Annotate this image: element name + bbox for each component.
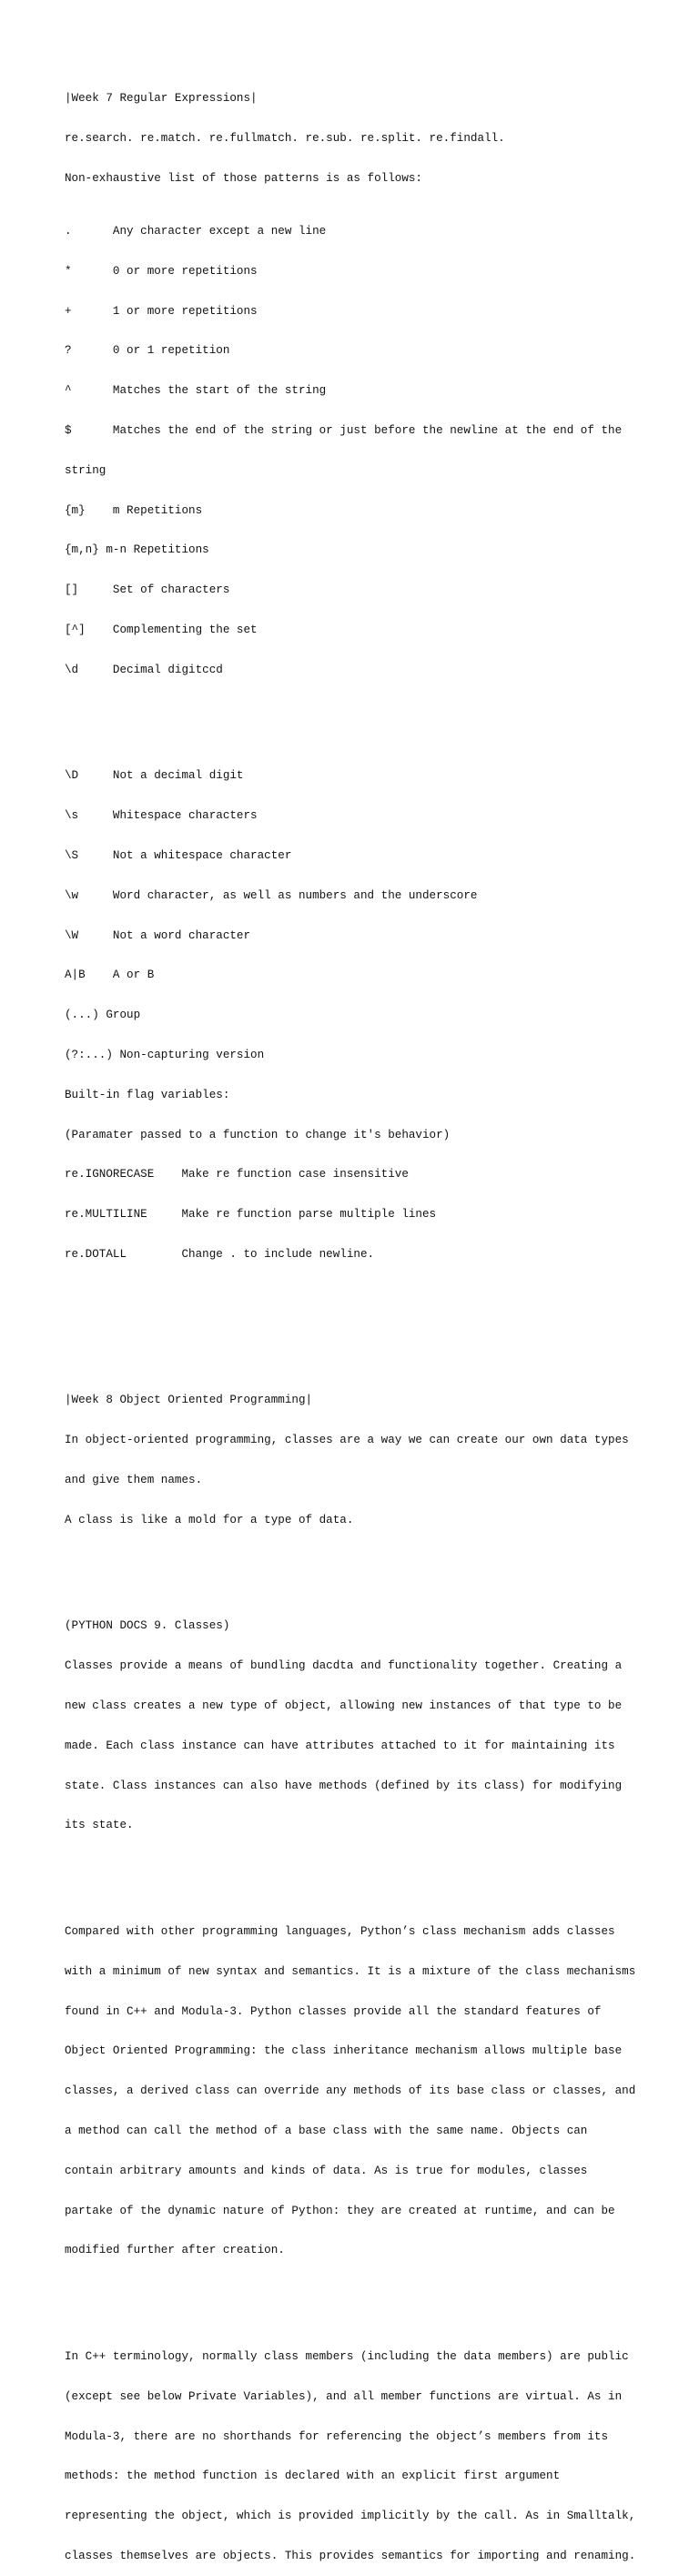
blank-line bbox=[65, 1567, 647, 1580]
paragraph-line: new class creates a new type of object, allowing new instances of that type to be bbox=[65, 1699, 623, 1713]
re-functions-line: re.search. re.match. re.fullmatch. re.sub. re.split. re.findall. bbox=[65, 131, 505, 145]
paragraph-line: classes themselves are objects. This provides semantics for importing and renaming. bbox=[65, 2550, 636, 2563]
week7-heading: |Week 7 Regular Expressions| bbox=[65, 92, 258, 106]
blank-line bbox=[65, 1301, 647, 1314]
pattern-line: * 0 or more repetitions bbox=[65, 264, 258, 278]
docs-heading: (PYTHON DOCS 9. Classes) bbox=[65, 1619, 230, 1633]
paragraph-line: Modula-3, there are no shorthands for referencing the object’s members from its bbox=[65, 2429, 609, 2443]
pattern-line: \D Not a decimal digit bbox=[65, 769, 244, 783]
patterns-intro: Non-exhaustive list of those patterns is as follows: bbox=[65, 171, 422, 185]
pattern-line: \d Decimal digitccd bbox=[65, 663, 223, 676]
week8-intro-line: and give them names. bbox=[65, 1473, 203, 1486]
pattern-line: (?:...) Non-capturing version bbox=[65, 1048, 265, 1061]
pattern-line: $ Matches the end of the string or just before the newline at the end of the bbox=[65, 424, 623, 438]
paragraph-line: state. Class instances can also have methods (defined by its class) for modifying bbox=[65, 1779, 623, 1792]
flag-line: re.MULTILINE Make re function parse multiple lines bbox=[65, 1208, 437, 1222]
paragraph-line: methods: the method function is declared with an explicit first argument bbox=[65, 2470, 561, 2483]
document-page bbox=[65, 66, 647, 2576]
blank-line bbox=[65, 716, 647, 730]
flag-line: re.DOTALL Change . to include newline. bbox=[65, 1247, 375, 1261]
paragraph-line: In C++ terminology, normally class members (including the data members) are public bbox=[65, 2350, 629, 2364]
paragraph-line: partake of the dynamic nature of Python: they are created at runtime, and can be bbox=[65, 2204, 615, 2217]
pattern-line: {m} m Repetitions bbox=[65, 503, 203, 517]
flags-heading: Built-in flag variables: bbox=[65, 1088, 230, 1101]
pattern-line: \w Word character, as well as numbers and the underscore bbox=[65, 888, 478, 902]
week8-intro-line: A class is like a mold for a type of data. bbox=[65, 1513, 354, 1526]
pattern-line: \s Whitespace characters bbox=[65, 809, 258, 823]
flag-line: re.IGNORECASE Make re function case insensitive bbox=[65, 1168, 409, 1182]
paragraph-line: its state. bbox=[65, 1819, 134, 1832]
paragraph-line: contain arbitrary amounts and kinds of data. As is true for modules, classes bbox=[65, 2164, 588, 2177]
pattern-line: (...) Group bbox=[65, 1009, 141, 1022]
pattern-line: [] Set of characters bbox=[65, 583, 230, 597]
pattern-line: A|B A or B bbox=[65, 969, 155, 982]
paragraph-line: Compared with other programming languages, Python’s class mechanism adds classes bbox=[65, 1925, 615, 1939]
paragraph-line: Object Oriented Programming: the class inheritance mechanism allows multiple base bbox=[65, 2044, 623, 2058]
blank-line bbox=[65, 2297, 647, 2311]
blank-line bbox=[65, 1341, 647, 1354]
pattern-line: + 1 or more repetitions bbox=[65, 304, 258, 318]
paragraph-line: classes, a derived class can override any methods of its base class or classes, and bbox=[65, 2084, 636, 2098]
paragraph-line: made. Each class instance can have attributes attached to it for maintaining its bbox=[65, 1739, 615, 1752]
pattern-line: string bbox=[65, 463, 106, 477]
blank-line bbox=[65, 1872, 647, 1886]
paragraph-line: with a minimum of new syntax and semantics. It is a mixture of the class mechanisms bbox=[65, 1964, 636, 1978]
paragraph-line: Classes provide a means of bundling dacdta and functionality together. Creating a bbox=[65, 1659, 623, 1673]
week8-heading: |Week 8 Object Oriented Programming| bbox=[65, 1394, 313, 1407]
pattern-line: \W Not a word character bbox=[65, 928, 251, 942]
pattern-line: ? 0 or 1 repetition bbox=[65, 344, 230, 358]
paragraph-line: found in C++ and Modula-3. Python classes provide all the standard features of bbox=[65, 2004, 602, 2018]
paragraph-line: a method can call the method of a base class with the same name. Objects can bbox=[65, 2125, 588, 2138]
flags-note: (Paramater passed to a function to change it's behavior) bbox=[65, 1128, 451, 1141]
pattern-line: . Any character except a new line bbox=[65, 225, 327, 238]
pattern-line: [^] Complementing the set bbox=[65, 623, 258, 636]
pattern-line: {m,n} m-n Repetitions bbox=[65, 543, 209, 557]
pattern-line: ^ Matches the start of the string bbox=[65, 384, 327, 398]
paragraph-line: representing the object, which is provided implicitly by the call. As in Smalltalk, bbox=[65, 2510, 636, 2523]
week8-intro-line: In object-oriented programming, classes are a way we can create our own data types bbox=[65, 1434, 629, 1447]
paragraph-line: (except see below Private Variables), and all member functions are virtual. As in bbox=[65, 2389, 623, 2403]
paragraph-line: modified further after creation. bbox=[65, 2244, 285, 2257]
pattern-line: \S Not a whitespace character bbox=[65, 849, 292, 863]
